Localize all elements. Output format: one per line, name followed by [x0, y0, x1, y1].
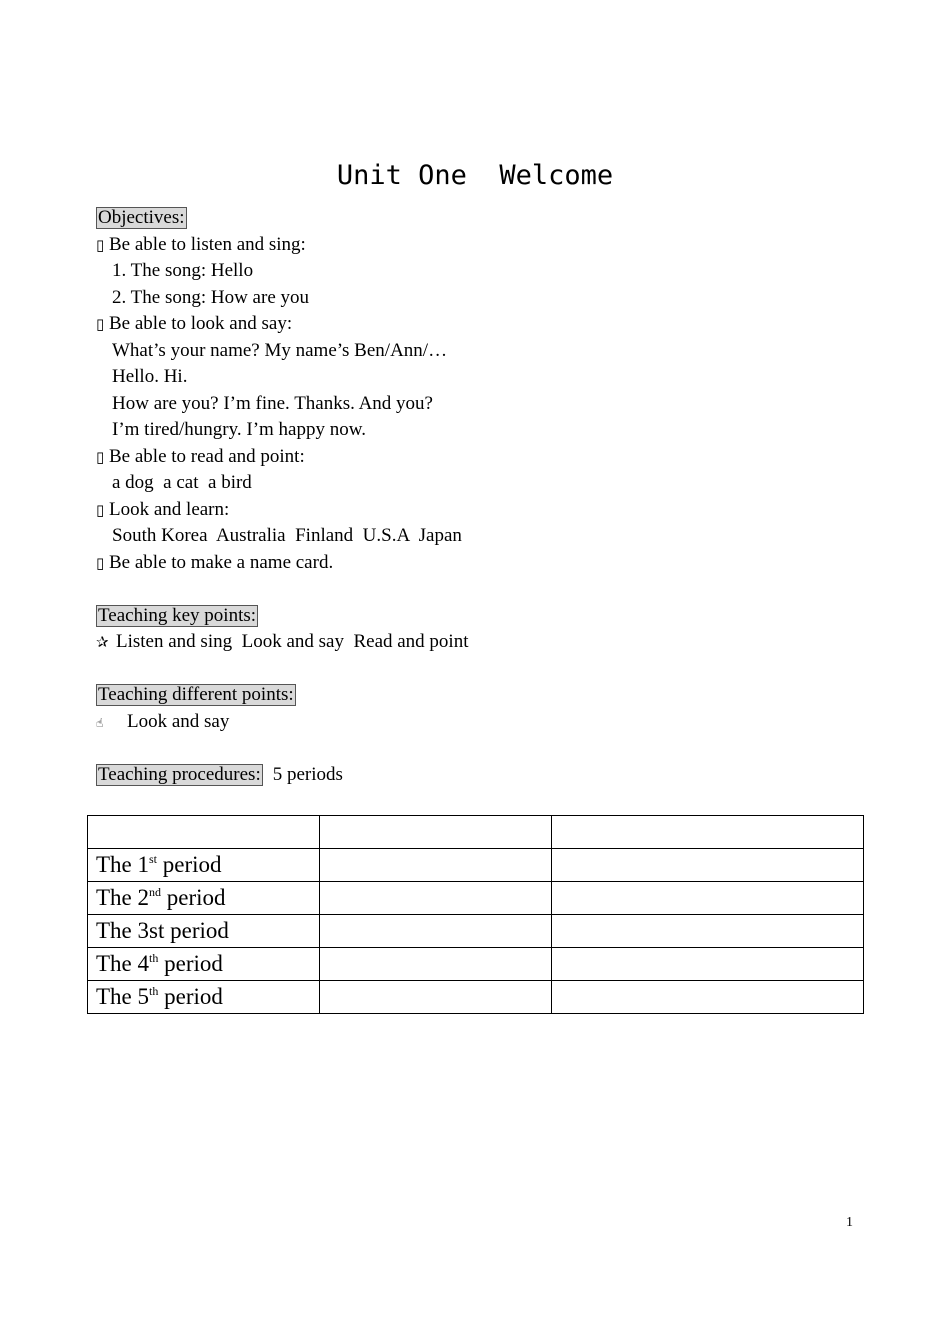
table-row: [88, 948, 864, 981]
table-cell: [552, 849, 864, 882]
objective-item: ▯ Be able to look and say:: [96, 311, 856, 338]
objective-subitem: 2. The song: How are you: [112, 286, 310, 308]
square-bullet-icon: ▯: [96, 235, 105, 254]
objective-item: ▯ Look and learn:: [96, 497, 856, 524]
procedures-heading: Teaching procedures:: [98, 763, 261, 785]
table-cell: [552, 915, 864, 948]
table-row: [88, 915, 864, 948]
document-body: [96, 205, 856, 788]
period-label: The 3st period: [88, 915, 320, 948]
different-points-text: ☝ Look and say: [96, 709, 856, 736]
table-cell: [552, 816, 864, 849]
table-row: [88, 981, 864, 1014]
page-title: Unit One Welcome: [336, 160, 614, 191]
square-bullet-icon: ▯: [96, 553, 105, 572]
objective-subitem: Hello. Hi.: [112, 366, 188, 387]
key-points-heading: Teaching key points:: [98, 604, 257, 626]
objective-subitem: 1. The song: Hello: [112, 260, 254, 281]
period-label: The 1st period: [88, 849, 320, 882]
objective-subitem: How are you? I’m fine. Thanks. And you?: [112, 392, 433, 414]
square-bullet-icon: ▯: [96, 500, 105, 519]
objective-subitem: What’s your name? My name’s Ben/Ann/…: [112, 339, 448, 361]
objective-item: ▯ Be able to make a name card.: [96, 550, 856, 577]
square-bullet-icon: ▯: [96, 447, 105, 466]
table-cell: [88, 816, 320, 849]
table-cell: [320, 981, 552, 1014]
objective-subitem: I’m tired/hungry. I’m happy now.: [112, 419, 366, 440]
table-header-row: [88, 816, 864, 849]
period-label: The 4th period: [88, 948, 320, 981]
objective-item: ▯ Be able to listen and sing:: [96, 232, 856, 259]
objective-subitem: South Korea Australia Finland U.S.A Japan: [112, 525, 462, 546]
table-cell: [320, 816, 552, 849]
objective-subitem: a dog a cat a bird: [112, 472, 252, 493]
square-bullet-icon: ▯: [96, 315, 105, 333]
different-points-heading: Teaching different points:: [98, 684, 294, 705]
periods-table: [87, 815, 864, 1014]
table-cell: [320, 948, 552, 981]
table-cell: [552, 981, 864, 1014]
period-label: The 5th period: [88, 981, 320, 1014]
table-cell: [320, 915, 552, 948]
star-bullet-icon: ✰: [96, 633, 109, 651]
table-cell: [320, 849, 552, 882]
table-row: [88, 882, 864, 915]
table-cell: [552, 882, 864, 915]
procedures-value: 5 periods: [272, 763, 343, 785]
table-cell: [320, 882, 552, 915]
objective-item: ▯ Be able to read and point:: [96, 444, 856, 471]
period-label: The 2nd period: [88, 882, 320, 915]
hand-bullet-icon: ☝: [96, 715, 104, 730]
objectives-heading: Objectives:: [98, 207, 185, 228]
key-points-text: ✰ Listen and sing Look and say Read and point: [96, 629, 856, 656]
table-cell: [552, 948, 864, 981]
page-number: 1: [846, 1215, 853, 1230]
table-row: [88, 849, 864, 882]
